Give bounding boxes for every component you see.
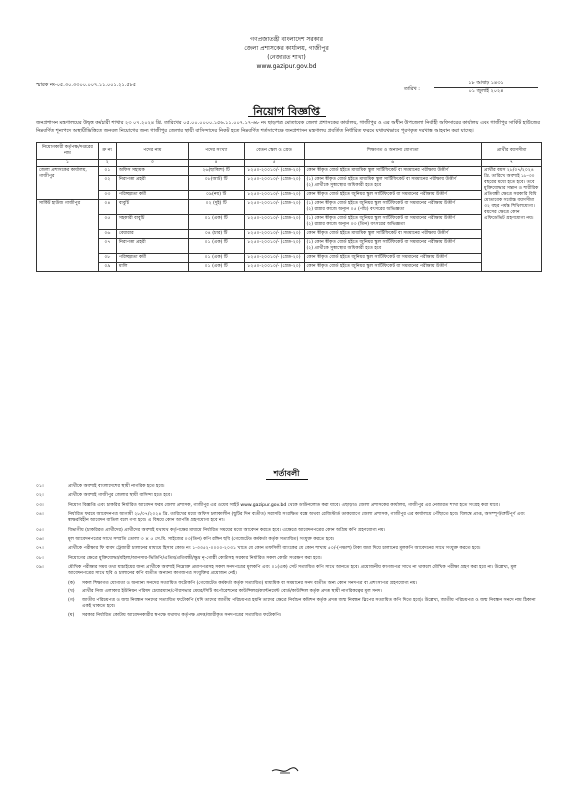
pay-scale-cell: ৮২৫০-২০০১০/- (গ্রেড-২০) [244,167,304,176]
term-text: নিয়োগের ক্ষেত্রে মুক্তিযোদ্ধা/মহিলা/আনসার-ভিডিপি/এতিম/প্রতিবন্ধী/ক্ষুদ্র নৃ-গোষ্ঠী কোটাসহ সরকার নির্ধারিত সকল কোটা সংরক্ষণ করা হবে। [68,555,322,561]
subterm-number: (ক) [68,580,75,586]
post-name-cell: অফিস সহায়ক [116,167,188,176]
term-text: প্রার্থীকে অবশ্যই বাংলাদেশের স্থায়ী নাগরিক হতে হবে। [68,484,165,489]
serial-cell: ০৭ [98,239,116,254]
subterm-text: সকল শিক্ষাগত যোগ্যতা ও অন্যান্য সনদের সত্যায়িত ফটোকপি (গেজেটেড কর্মকর্তা কর্তৃক সত্যায়িত) মাধ্যমিক বা সমমানের সনদ ব্যতীত অন্য কোন সনদপত্র বা প্রশংসাপত্র গ্রহণযোগ্য নয়। [82,580,418,586]
qualification-line: (২) প্রার্থীকে সুস্বাস্থ্যের অধিকারী হতে হবে [306,183,382,188]
term-text: প্রার্থীকে অবশ্যই গাজীপুর জেলার স্থায়ী বাসিন্দা হতে হবে। [68,493,172,499]
term-text: নিয়োগ বিজ্ঞপ্তি এবং চাকরির নির্ধারিত আবেদন ফরম জেলা প্রশাসক, গাজীপুর এর ওয়েব সাইট www.gazipur.gov.bd থেকে ডাউনলোড করা যাবে। এছাড়াও জেলা প্রশাসকের কার্যালয়, গাজীপুর এর নেজারত শাখা হতে সংগ্রহ করা যাবে। [68,502,500,508]
term-item [36,556,542,563]
age-limit-cell: প্রার্থীর বয়স ২৮/০৭/২০২৪ খ্রি. তারিখে অবশ্যই ১৮-৩০ বছরের মধ্যে হতে হবে। তবে মুক্তিযোদ্ধার সন্তান ও শারীরিক প্রতিবন্ধী ক্ষেত্রে সরকারি বিধি মোতাবেক সর্বোচ্চ বয়সসীমা ৩২ বছর পর্যন্ত শিথিলযোগ্য। বয়সের ক্ষেত্রে কোন এফিডেভিট গ্রহণযোগ্য নয়। [482,167,542,272]
pay-scale-cell: ৮২৫০-২০০১০/- (গ্রেড-২০) [244,239,304,254]
qualification-cell [304,263,482,272]
subterm-text: প্রার্থীর নিজ এলাকার ইউনিয়ন পরিষদ চেয়ারম্যান/পৌরসভার মেয়র/সিটি কর্পোরেশনের কাউন্সিলর/ক্যান্টনমেন্ট বোর্ড/কাউন্সিল কর্তৃক প্রদত্ত স্থায়ী নাগরিকত্বের মূল সনদ। [82,589,382,595]
column-header: পদের সংখ্যা [188,143,244,160]
terms-title: শর্তাবলী [273,469,300,478]
serial-cell: ০৮ [98,254,116,263]
subterm-text: জাতীয় পরিচয়পত্র ও জন্ম নিবন্ধন সনদের সত্যায়িত ফটোকপি (যদি তাদের জাতীয় পরিচয়পত্র হয়নি তাদের ক্ষেত্রে নির্বাচন কমিশন কর্তৃক প্রদত্ত জন্ম নিবন্ধন স্লিপের সত্যায়িত কপি দিতে হবে)। উল্লেখ্য, জাতীয় পরিচয়পত্র ও জন্ম নিবন্ধন সনদে নাম ঠিকানা একই থাকতে হবে। [82,597,536,610]
term-text: প্রার্থীকে পরীক্ষার ফি বাবদ ট্রেজারী চালানের মাধ্যমে হিসাব কোড নং ১-৩৩৫২-০০০০-২০৩১ খাতে যে কোন তফসিলী ব্যাংকের যে কোন শাখায় ৫০/-(পঞ্চাশ) টাকা জমা দিয়ে চালানের মূলকপি আবেদনের সাথে সংযুক্ত করতে হবে। [68,546,481,552]
table-row [37,230,542,239]
column-header: শিক্ষাগত ও অন্যান্য যোগ্যতা [304,143,482,160]
vacancy-table [36,142,542,272]
term-item [36,484,542,491]
date-bangla: ১৮ আষাঢ় ১৪৩১ [434,80,538,88]
intro-paragraph: জনপ্রশাসন মন্ত্রণালয়ের উদ্বৃত্ত কর্মচারী শাখার ২৩ ০৭.২০২৪ খ্রি. তারিখের ০৫.০০.০০০০.১৫৬.১১.০০৭.১৭-৬৮ নং ছাড়পত্র মোতাবেক জেলা প্রশাসকের কার্যালয়, গাজীপুর ও এর অধীন উপজেলা নির্বাহী অফিসারের কার্যালয় এবং গাজীপুর সার্কিট হাউজের নিম্নবর্ণিত শূন্যপদে অস্থায়ীভিত্তিতে জনবল নিয়োগের জন্য গাজীপুর জেলার স্থায়ী বাসিন্দাদের নিকট হতে নিম্নবর্ণিত শর্তসাপেক্ষে জনপ্রশাসন মন্ত্রণালয় প্রবর্তিত নির্ধারিত ফরমে যথাযথভাবে পূরণকৃত দরখাস্ত আহবান করা যাচ্ছে। [36,120,540,134]
term-number: ০৬। [36,536,44,542]
post-count-cell: ০১ (এক) টি [188,239,244,254]
table-header-row [37,143,542,160]
post-name-cell: বাবুর্চি [116,200,188,215]
subterm-item [68,589,542,596]
term-number: ০৩। [36,502,44,508]
column-header: নিয়োগকারী কর্তৃপক্ষ/দপ্তরের নাম [37,143,99,160]
title-underline [248,116,326,117]
qualification-line: (১) কোন স্বীকৃত বোর্ড হইতে জুনিয়র স্কুল সার্টিফিকেট বা সমমানের পরীক্ষায় উত্তীর্ণ [306,240,455,245]
term-text: নির্ধারিত ফরমে আবেদনপত্র আগামী ২৮/০৭/২০২৪ খ্রি. তারিখের মধ্যে অফিস চলাকালীন (ছুটির দিন ব্যতীত) সরাসরি সংরক্ষিত বক্সে অথবা রেজিস্টার্ড ডাকযোগে জেলা প্রশাসক, গাজীপুর এর কার্যালয়ে পৌঁছাতে হবে। বিলম্বে প্রাপ্ত, অসম্পূর্ণ/ত্রুটিপূর্ণ এবং স্বাক্ষরবিহীন আবেদন বাতিল বলে গণ্য হবে। এ বিষয়ে কোন আপত্তি গ্রহণযোগ্য হবে না। [68,511,525,524]
column-number: ৪ [188,160,244,167]
table-row [37,239,542,254]
term-text: মূল আবেদনপত্রের সাথে সম্প্রতি তোলা ৩ × ৫ সে.মি. সাইজের ০৩(তিন) কপি রঙ্গিন ছবি (গেজেটেড কর্মকর্তা কর্তৃক সত্যায়িত) সংযুক্ত করতে হবে। [68,536,335,542]
qualification-line: (১) কোন স্বীকৃত বোর্ড হইতে জুনিয়র স্কুল সার্টিফিকেট বা সমমানের পরীক্ষায় উত্তীর্ণ [306,216,455,221]
subterm-text: সরকার নির্ধারিত কোটায় আবেদনকারীর স্বপক্ষে যথাযথ কর্তৃপক্ষ প্রদত্ত/জারীকৃত সনদপত্রের সত্যায়িত ফটোকপি। [82,612,282,618]
post-name-cell: সহকারী বাবুর্চি [116,215,188,230]
terms-list [36,484,542,621]
subterm-number: (খ) [68,589,75,595]
pay-scale-cell: ৮২৫০-২০০১০/- (গ্রেড-২০) [244,254,304,263]
table-row [37,254,542,263]
qualification-cell [304,200,482,215]
pay-scale-cell: ৮২৫০-২০০১০/- (গ্রেড-২০) [244,230,304,239]
pay-scale-cell: ৮২৫০-২০০১০/- (গ্রেড-২০) [244,215,304,230]
term-item [36,537,542,544]
qualification-line: (২) রান্নার কাজে অন্যূন ০৩ (তিন) বৎসরের অভিজ্ঞতা [306,222,405,227]
pay-scale-cell: ৮২৫০-২০০১০/- (গ্রেড-২০) [244,191,304,200]
office-name: জেলা প্রশাসকের কার্যালয়, গাজীপুর [244,45,329,52]
serial-cell: ০৬ [98,230,116,239]
term-number: ০২। [36,493,44,499]
post-count-cell: ০১ (এক) টি [188,215,244,230]
qualification-line: (২) প্রার্থীকে সুস্বাস্থ্যের অধিকারী হতে হবে [306,246,382,251]
column-number: ৭ [482,160,542,167]
term-item [36,565,542,578]
post-count-cell: ২৬(ছাব্বিশ) টি [188,167,244,176]
column-header: বেতন স্কেল ও গ্রেড [244,143,304,160]
column-header: পদের নাম [116,143,188,160]
subterm-item [68,581,542,588]
column-header: ক্র নং [98,143,116,160]
qualification-cell [304,254,482,263]
post-name-cell: বেয়ারার [116,230,188,239]
qualification-line: কোন স্বীকৃত বোর্ড হইতে মাধ্যমিক স্কুল সার্টিফিকেট বা সমমানের পরীক্ষায় উত্তীর্ণ [306,168,449,173]
table-row [37,200,542,215]
serial-cell: ০১ [98,167,116,176]
table-number-row [37,160,542,167]
qualification-cell [304,167,482,176]
post-name-cell: পরিচ্ছন্নতা কর্মী [116,254,188,263]
qualification-cell [304,239,482,254]
qualification-cell [304,191,482,200]
column-header: প্রার্থীর বয়সসীমা [482,143,542,160]
qualification-cell [304,176,482,191]
office-cell: সার্কিট হাউজ গাজীপুর [37,200,99,272]
serial-cell: ০২ [98,176,116,191]
column-number: ৩ [116,160,188,167]
terms-title-underline [266,479,308,480]
column-number: ১ [37,160,99,167]
pay-scale-cell: ৮২৫০-২০০১০/- (গ্রেড-২০) [244,176,304,191]
term-item [36,546,542,553]
website-link[interactable]: www.gazipur.gov.bd [256,63,317,70]
term-item [36,528,542,535]
column-number: ৬ [304,160,482,167]
date-label: তারিখ : [404,86,420,92]
qualification-cell [304,230,482,239]
table-row [37,176,542,191]
date-english: ০১ জুলাই ২০২৪ [468,88,504,94]
subterm-item [68,613,542,620]
post-count-cell: ০১ (এক) টি [188,254,244,263]
subterm-number: (গ) [68,597,75,603]
term-number: ০১। [36,484,44,489]
post-count-cell: ০১ (এক) টি [188,263,244,272]
qualification-line: কোন স্বীকৃত বোর্ড হইতে জুনিয়র স্কুল সার্টিফিকেট বা সমমানের পরীক্ষায় উত্তীর্ণ [306,264,447,269]
post-count-cell: ০৮(আট) টি [188,176,244,191]
post-count-cell: ০২ (দুই) টি [188,200,244,215]
qualification-line: (১) কোন স্বীকৃত বোর্ড হইতে জুনিয়র স্কুল সার্টিফিকেট বা সমমানের পরীক্ষায় উত্তীর্ণ [306,201,455,206]
term-item [36,503,542,510]
qualification-line: কোন স্বীকৃত বোর্ড হইতে মাধ্যমিক স্কুল সার্টিফিকেট বা সমমানের পরীক্ষায় উত্তীর্ণ [306,231,449,236]
table-row [37,167,542,176]
qualification-line: কোন স্বীকৃত বোর্ড হইতে জুনিয়র স্কুল সার্টিফিকেট বা সমমানের পরীক্ষায় উত্তীর্ণ [306,192,447,197]
term-text: বিভাগীয় (চাকরিরত প্রার্থীদের) প্রার্থীদের অবশ্যই যথাযথ কর্তৃপক্ষের মাধ্যমে নির্ধারিত সময়ের মধ্যে আবেদন করতে হবে। এক্ষেত্রে আবেদনপত্রের কোন অগ্রিম কপি গ্রহণযোগ্য নয়। [68,527,386,533]
term-text: মৌখিক পরীক্ষার সময় তথ্য যাচাইয়ের জন্য প্রার্থীকে অবশ্যই নিম্নোক্ত প্রমাণপত্রসহ সকল সনদপত্রের মূলকপি এবং ০১(এক) সেট সত্যায়িত কপি সাথে আনতে হবে। প্রয়োজনীয় কাগজপত্র সাথে না থাকলে মৌখিক পরীক্ষা গ্রহণ করা হবে না। উল্লেখ্য, মূল আবেদনপত্রের সাথে ছবি ও চালানের কপি ব্যতীত অন্যান্য কাগজপত্র সংযুক্তির প্রয়োজন নেই। [68,564,517,577]
post-name-cell: নিরাপত্তা প্রহরী [116,176,188,191]
post-count-cell: ০৪ (চার) টি [188,230,244,239]
serial-cell: ০৪ [98,200,116,215]
term-number: ০৭। [36,546,44,552]
serial-cell: ০৫ [98,215,116,230]
term-number: ০৪। [36,511,44,517]
serial-cell: ০৩ [98,191,116,200]
table-row [37,215,542,230]
memo-number: স্মারক নং-০৫.৩০.৩৩০০.০০৭.১১.০০১.২১.৫৮৫ [36,82,137,88]
signature-mark [270,764,300,776]
post-count-cell: ০৯(নয়) টি [188,191,244,200]
term-item [36,512,542,525]
page-title: নিয়োগ বিজ্ঞপ্তি [253,105,320,118]
qualification-line: (১) কোন স্বীকৃত বোর্ড হইতে মাধ্যমিক স্কুল সার্টিফিকেট বা সমমানের পরীক্ষায় উত্তীর্ণ [306,177,457,182]
office-cell: জেলা প্রশাসকের কার্যালয়, গাজীপুর [37,167,99,200]
term-number: ০৯। [36,564,44,570]
subterm-number: (ঘ) [68,612,75,618]
subterm-item [68,598,542,611]
post-name-cell: নিরাপত্তা প্রহরী [116,239,188,254]
column-number: ২ [98,160,116,167]
qualification-cell [304,215,482,230]
qualification-line: কোন স্বীকৃত বোর্ড হইতে জুনিয়র স্কুল সার্টিফিকেট বা সমমানের পরীক্ষায় উত্তীর্ণ [306,255,447,260]
pay-scale-cell: ৮২৫০-২০০১০/- (গ্রেড-২০) [244,263,304,272]
term-item [36,493,542,500]
post-name-cell: পরিচ্ছন্নতা কর্মী [116,191,188,200]
column-number: ৫ [244,160,304,167]
branch-name: (নেজারত শাখা) [267,54,306,61]
term-number: ০৫। [36,527,44,533]
table-row [37,191,542,200]
post-name-cell: মালি [116,263,188,272]
table-row [37,263,542,272]
qualification-line: (২) রান্নার কাজে অন্যূন ০৫ (পাঁচ) বৎসরের অভিজ্ঞতা [306,207,405,212]
gov-name: গণপ্রজাতন্ত্রী বাংলাদেশ সরকার [250,36,323,43]
pay-scale-cell: ৮২৫০-২০০১০/- (গ্রেড-২০) [244,200,304,215]
serial-cell: ০৯ [98,263,116,272]
term-number: ০৮। [36,555,44,561]
